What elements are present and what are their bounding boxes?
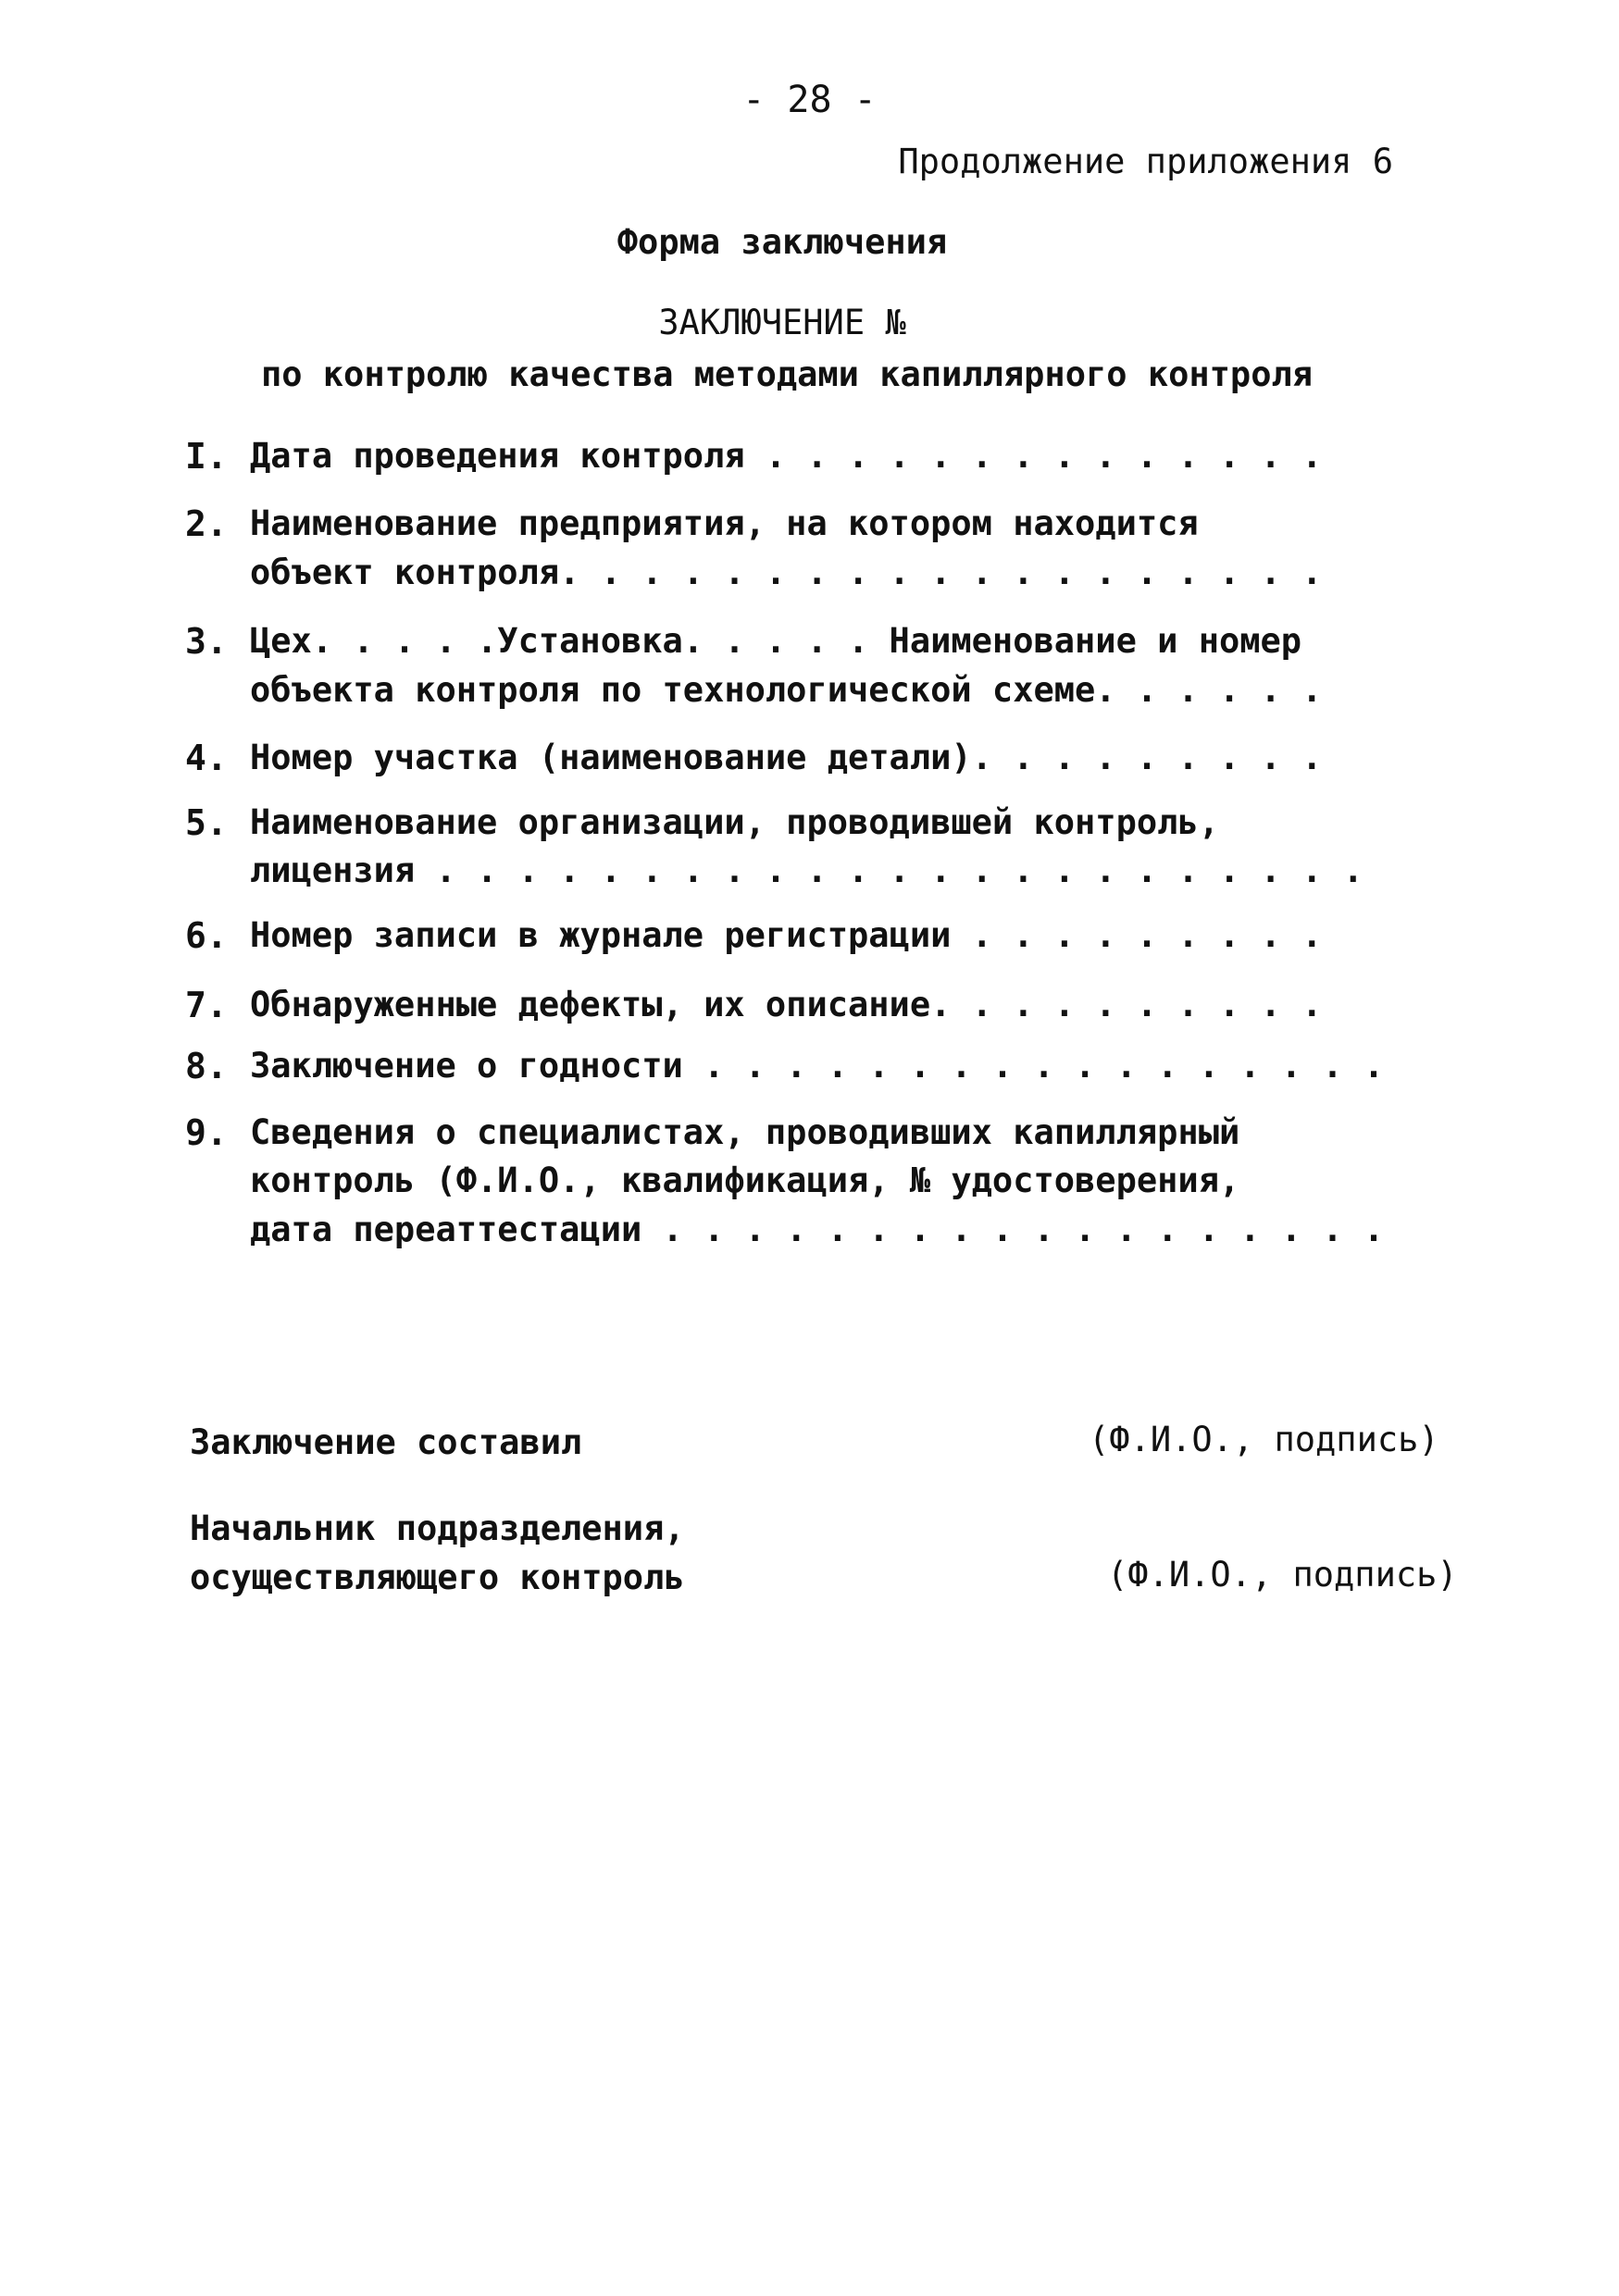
item-number: I. — [185, 436, 228, 477]
item-line: Сведения о специалистах, проводивших капиллярный — [250, 1112, 1240, 1152]
head-of-unit-label-line1: Начальник подразделения, — [190, 1508, 685, 1548]
page-number: - 28 - — [742, 79, 877, 121]
item-line: Наименование организации, проводившей контроль, — [250, 802, 1219, 842]
item-number: 3. — [185, 621, 228, 662]
item-line: Обнаруженные дефекты, их описание. . . . . . . . . . — [250, 985, 1323, 1024]
form-label: Форма заключения — [616, 222, 948, 262]
item-line: объект контроля. . . . . . . . . . . . . . . . . . . — [250, 552, 1323, 592]
item-number: 4. — [185, 738, 228, 778]
item-number: 2. — [185, 503, 228, 544]
item-line: лицензия . . . . . . . . . . . . . . . . . . . . . . . — [250, 850, 1364, 890]
compiled-by-signature-hint: (Ф.И.О., подпись) — [1089, 1420, 1439, 1459]
item-line: Цех. . . . .Установка. . . . . Наименование и номер — [250, 621, 1302, 661]
item-number: 6. — [185, 915, 228, 956]
document-subtitle: по контролю качества методами капиллярного контроля — [260, 354, 1314, 394]
item-number: 8. — [185, 1046, 228, 1086]
item-line: контроль (Ф.И.О., квалификация, № удостоверения, — [250, 1160, 1240, 1200]
item-line: Номер записи в журнале регистрации . . . . . . . . . — [250, 915, 1323, 955]
item-line: Наименование предприятия, на котором находится — [250, 503, 1199, 543]
item-line: Дата проведения контроля . . . . . . . . . . . . . . — [250, 436, 1323, 476]
item-number: 5. — [185, 802, 228, 843]
appendix-note: Продолжение приложения 6 — [898, 142, 1393, 181]
head-of-unit-label-line2: осуществляющего контроль — [190, 1558, 685, 1597]
compiled-by-label: Заключение составил — [190, 1422, 582, 1462]
item-number: 9. — [185, 1112, 228, 1153]
item-line: объекта контроля по технологической схеме. . . . . . — [250, 670, 1323, 710]
item-line: Номер участка (наименование детали). . . . . . . . . — [250, 738, 1323, 777]
head-of-unit-signature-hint: (Ф.И.О., подпись) — [1107, 1555, 1458, 1595]
item-line: Заключение о годности . . . . . . . . . . . . . . . . . — [250, 1046, 1385, 1086]
item-number: 7. — [185, 985, 228, 1025]
document-title: ЗАКЛЮЧЕНИЕ № — [658, 303, 906, 342]
item-line: дата переаттестации . . . . . . . . . . . . . . . . . . — [250, 1210, 1385, 1249]
